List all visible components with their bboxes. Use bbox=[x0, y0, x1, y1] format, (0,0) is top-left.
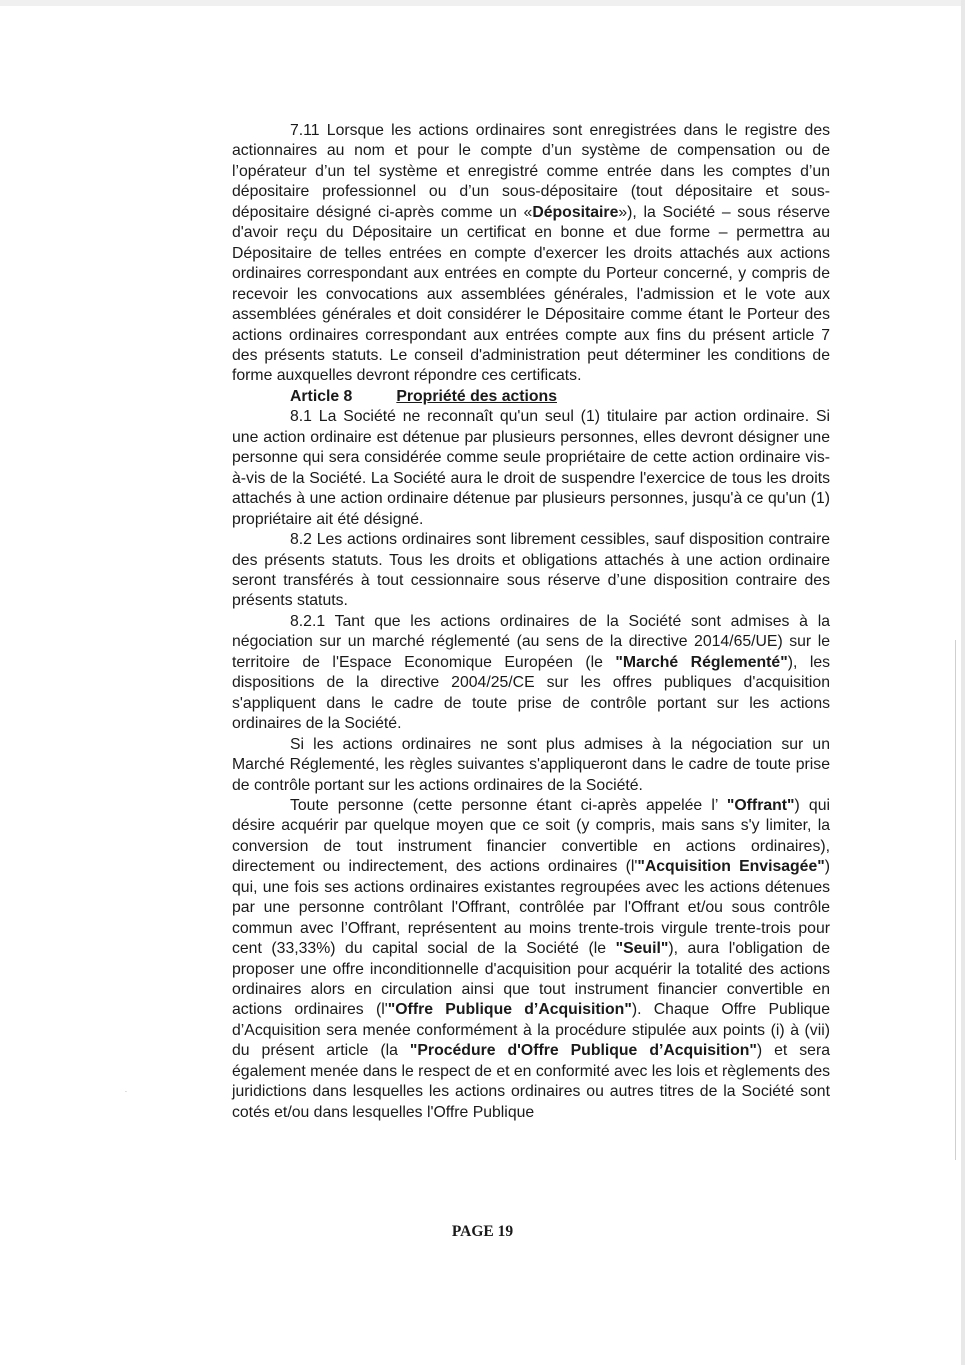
text-run: Toute personne (cette personne étant ci-après appelée l’ bbox=[290, 796, 727, 814]
article-number: Article 8 bbox=[290, 387, 353, 405]
paragraph-8-1 bbox=[232, 407, 830, 530]
defined-term: "Offrant" bbox=[726, 796, 795, 814]
defined-term: Dépositaire bbox=[532, 203, 619, 221]
text-run: 8.1 La Société ne reconnaît qu'un seul (1) titulaire par action ordinaire. Si une action ordinaire est détenue par plusieurs personnes, elles devront désigner une personne qui sera considérée comme seule propriétaire de cette action ordinaire vis-à-vis de la Société. La Société aura le droit de suspendre l'exercice de tous les droits attachés à une action ordinaire détenue par plusieurs personnes, jusqu'à ce qu'un (1) propriétaire ait été désigné. bbox=[232, 408, 830, 528]
scan-speck: ˙ bbox=[125, 1090, 128, 1099]
scan-right-edge bbox=[961, 0, 965, 1365]
scan-margin-line bbox=[955, 640, 956, 1160]
paragraph-7-11 bbox=[232, 121, 830, 387]
document-body bbox=[232, 121, 830, 1123]
scan-top-edge bbox=[0, 0, 965, 6]
text-run: Si les actions ordinaires ne sont plus admises à la négociation sur un Marché Réglementé, les règles suivantes s'appliqueront dans le cadre de toute prise de contrôle portant sur les actions ordinaires de la Société. bbox=[232, 735, 830, 794]
text-run: ) qui, une fois ses actions ordinaires existantes regroupées avec les actions détenues par une personne contrôlant l'Offrant, contrôlée par l'Offrant et/ou sous contrôle commun avec l’Offrant, représentent au moins trente-trois virgule trente-trois pour cent (33,33%) du capital social de la Société (le bbox=[232, 858, 831, 958]
paragraph-si-les-actions bbox=[232, 735, 830, 796]
defined-term: "Marché Réglementé" bbox=[615, 653, 788, 671]
text-run: ), les dispositions de la directive 2004/25/CE sur les offres publiques d'acquisition s'appliquent dans le cadre de toute prise de contrôle portant sur les actions ordinaires de la Société. bbox=[232, 653, 831, 733]
paragraph-8-2 bbox=[232, 530, 830, 612]
text-run: »), la Société – sous réserve d'avoir reçu du Dépositaire un certificat en bonne et due forme – permettra au Dépositaire de telles entrées en compte d'exercer les droits attachés aux actions ordinaires correspondant aux entrées en compte du Porteur concerné, y compris de recevoir les convocations aux assemblées générales, l'admission et le vote aux assemblées générales et doit considérer le Dépositaire comme étant le Porteur des actions ordinaires correspondant aux entrées compte aux fins du présent article 7 des présents statuts. Le conseil d'administration peut déterminer les conditions de forme auxquelles devront répondre ces certificats. bbox=[232, 203, 830, 385]
article-8-heading bbox=[232, 387, 830, 407]
defined-term: "Offre Publique d’Acquisition" bbox=[387, 1001, 632, 1019]
text-run: ) qui désire acquérir par quelque moyen que ce soit (y compris, mais sans s'y limiter, la conversion de tout instrument financier convertible en actions ordinaires), directement ou indirectement, des actions ordinaires (l' bbox=[232, 796, 830, 876]
page-number: PAGE 19 bbox=[451, 1223, 514, 1240]
defined-term: "Acquisition Envisagée" bbox=[637, 858, 825, 876]
text-run: ), aura l'obligation de proposer une offre inconditionnelle d'acquisition pour acquérir la totalité des actions ordinaires alors en circulation ainsi que tout instrument financier convertible en actions ordinaires (l' bbox=[232, 940, 830, 1019]
text-run: 8.2.1 Tant que les actions ordinaires de la Société sont admises à la négociation sur un marché réglementé (au sens de la directive 2014/65/UE) sur le territoire de l'Espace Economique Européen (le bbox=[232, 612, 830, 671]
paragraph-toute-personne bbox=[232, 796, 830, 1123]
article-title: Propriété des actions bbox=[396, 387, 557, 405]
paragraph-8-2-1 bbox=[232, 612, 830, 735]
text-run: ) et sera également menée dans le respect de et en conformité avec les lois et règlements des juridictions dans lesquelles les actions ordinaires ou autres titres de la Société sont cotés et/ou dans lesquelles l'Offre Publique bbox=[232, 1042, 831, 1121]
defined-term: "Procédure d'Offre Publique d’Acquisition" bbox=[409, 1042, 757, 1060]
text-run: 7.11 Lorsque les actions ordinaires sont enregistrées dans le registre des actionnaires au nom et pour le compte d’un système de compensation ou de l’opérateur d’un tel système et enregistré comme entrée dans les comptes d’un dépositaire professionnel ou d’un sous-dépositaire (tout dépositaire et sous-dépositaire désigné ci-après comme un « bbox=[232, 122, 830, 221]
defined-term: "Seuil" bbox=[615, 940, 669, 958]
text-run: 8.2 Les actions ordinaires sont librement cessibles, sauf disposition contraire des présents statuts. Tous les droits et obligations attachés à une action ordinaire seront transférés à tout cessionnaire sous réserve d’une disposition contraire des présents statuts. bbox=[232, 531, 830, 610]
text-run: ). Chaque Offre Publique d’Acquisition sera menée conformément à la procédure stipulée aux points (i) à (vii) du présent article (la bbox=[232, 1001, 830, 1060]
